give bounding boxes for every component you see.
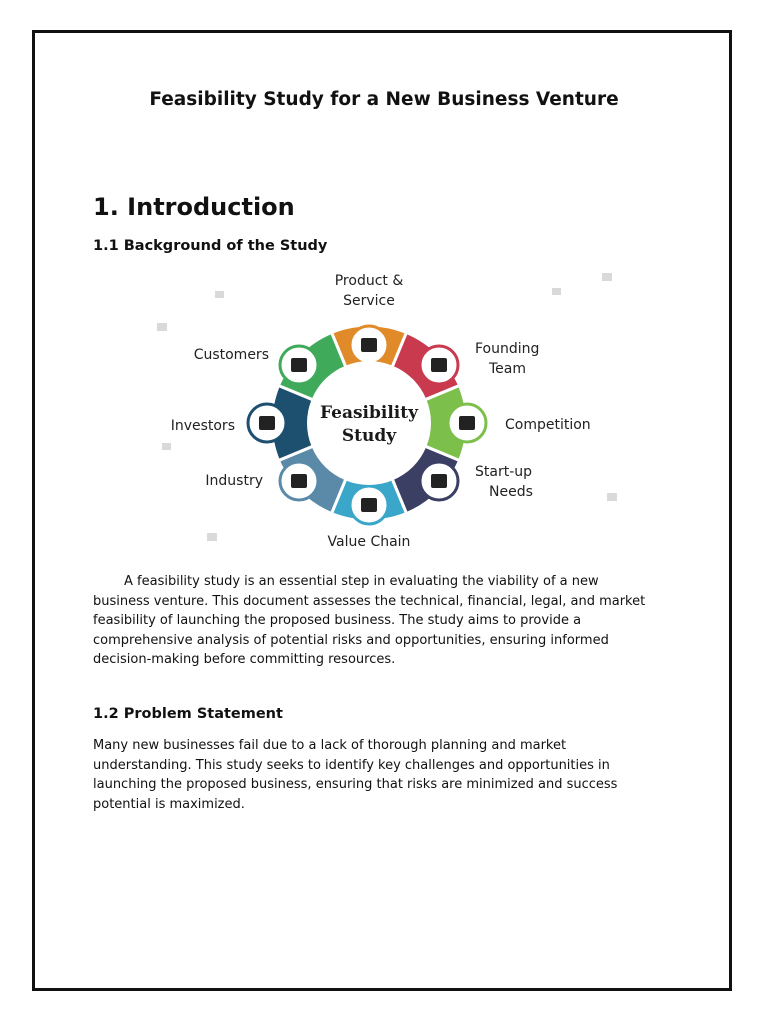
feasibility-diagram-svg	[137, 263, 637, 563]
team-icon-glyph	[431, 358, 447, 372]
subsection-heading-problem: 1.2 Problem Statement	[93, 706, 283, 722]
investor-icon-glyph	[259, 416, 275, 430]
customers-icon-glyph	[291, 358, 307, 372]
rocket-icon-glyph	[431, 474, 447, 488]
segment-label-3: Competition	[505, 417, 591, 433]
segment-label-8: Customers	[193, 347, 269, 363]
trophy-icon-glyph	[459, 416, 475, 430]
segment-label-2-line2: Team	[489, 361, 527, 377]
value-chain-icon-glyph	[361, 498, 377, 512]
segment-label-7: Investors	[170, 418, 235, 434]
box-icon-glyph	[361, 338, 377, 352]
segment-label-1: Product &	[334, 273, 404, 289]
segment-label-6: Industry	[205, 473, 263, 489]
center-label-line2: Study	[341, 426, 397, 446]
document-title: Feasibility Study for a New Business Venture	[149, 89, 619, 110]
subsection-heading-background: 1.1 Background of the Study	[93, 238, 328, 254]
factory-icon-glyph	[291, 474, 307, 488]
center-label-line1: Feasibility	[320, 403, 418, 423]
segment-label-2: Founding	[475, 341, 540, 357]
section-heading-introduction: 1. Introduction	[93, 193, 295, 221]
segment-label-5: Value Chain	[327, 534, 411, 550]
segment-label-4: Start-up	[475, 464, 533, 480]
center-circle	[307, 361, 431, 485]
segment-label-1-line2: Service	[343, 293, 395, 309]
feasibility-diagram	[137, 263, 637, 563]
problem-paragraph: Many new businesses fail due to a lack of thorough planning and market understanding. This study seeks to identify key challenges and opportunities in launching the proposed business, ensuring that risks are minimized and success potential is maximized.	[93, 738, 618, 812]
intro-paragraph: A feasibility study is an essential step in evaluating the viability of a new business venture. This document assesses the technical, financial, legal, and market feasibility of launching the proposed business. The study aims to provide a comprehensive analysis of potential risks and opportunities, ensuring informed decision-making before committing resources.	[93, 574, 646, 668]
segment-label-4-line2: Needs	[489, 484, 533, 500]
